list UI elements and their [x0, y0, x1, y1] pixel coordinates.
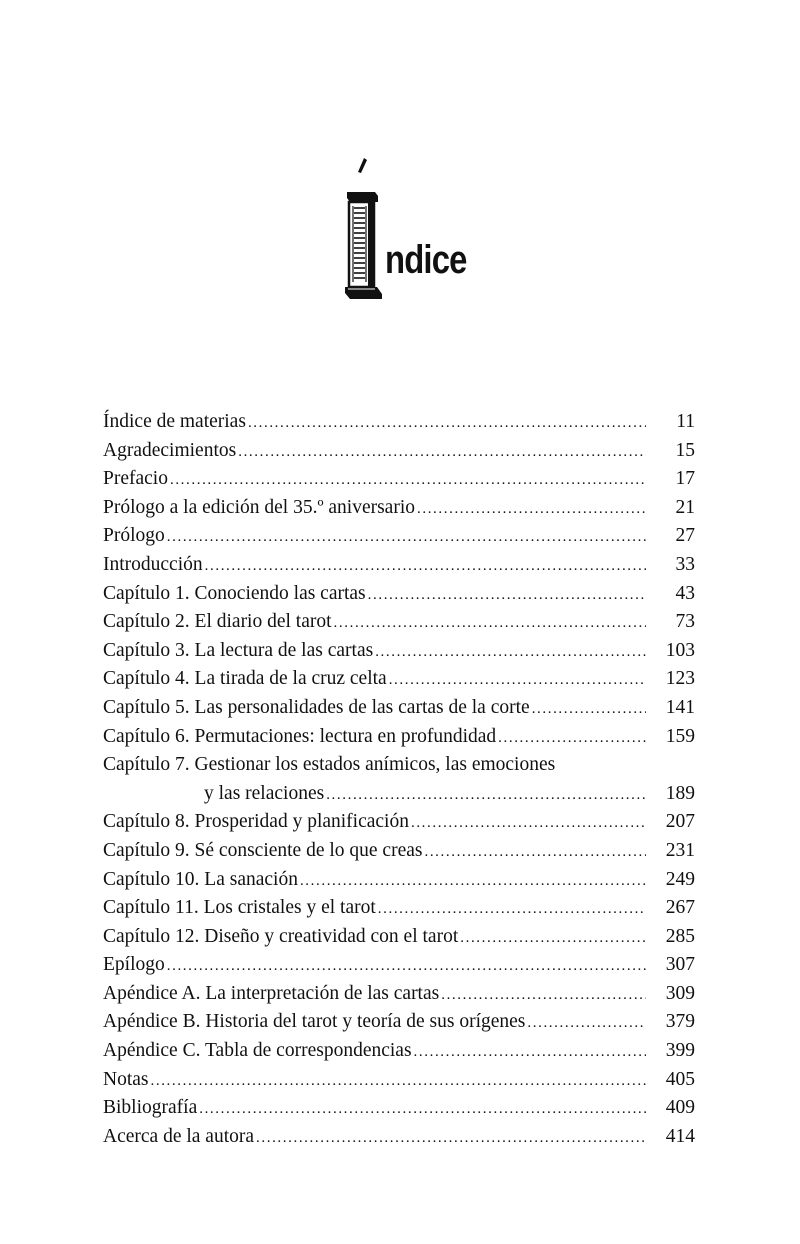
toc-entry-label: Prefacio [103, 468, 168, 490]
toc-entry[interactable] [103, 1008, 695, 1037]
toc-entry-label: Apéndice A. La interpretación de las cartas [103, 982, 440, 1004]
page-title [0, 158, 800, 308]
toc-page-number: 379 [665, 1011, 695, 1033]
page-title-text: ndice [385, 238, 467, 282]
toc-leader-dots [368, 581, 646, 610]
toc-entry[interactable] [103, 1066, 695, 1095]
toc-entry[interactable] [103, 494, 695, 523]
toc-entry-label: Índice de materias [103, 411, 246, 432]
decorative-initial-i-icon [344, 158, 384, 300]
toc-page-number: 267 [665, 897, 695, 919]
toc-entry-label: Apéndice C. Tabla de correspondencias [103, 1040, 412, 1062]
toc-page-number: 15 [675, 439, 695, 461]
toc-entry-label: Apéndice B. Historia del tarot y teoría de sus orígenes [103, 1011, 526, 1033]
toc-entry[interactable] [103, 723, 695, 752]
toc-entry[interactable] [103, 465, 695, 494]
toc-entry-label: Epílogo [103, 954, 165, 976]
toc-leader-dots [151, 1067, 647, 1096]
toc-entry-label: Capítulo 12. Diseño y creatividad con el tarot [103, 925, 459, 947]
toc-leader-dots [256, 1124, 646, 1153]
toc-page-number: 43 [675, 582, 695, 604]
toc-leader-dots [300, 867, 646, 896]
toc-entry[interactable] [103, 980, 695, 1009]
table-of-contents [103, 408, 695, 1151]
toc-leader-dots [170, 466, 646, 495]
toc-page-number: 73 [675, 611, 695, 633]
toc-page-number: 309 [665, 982, 695, 1004]
toc-leader-dots [238, 438, 646, 467]
toc-entry-label: Agradecimientos [103, 439, 237, 461]
toc-page-number: 11 [676, 411, 695, 432]
toc-leader-dots [378, 895, 646, 924]
toc-entry-label: Capítulo 7. Gestionar los estados anímicos, las emociones [103, 754, 556, 776]
toc-entry[interactable] [103, 608, 695, 637]
toc-page-number: 27 [675, 525, 695, 547]
toc-entry[interactable] [103, 1037, 695, 1066]
toc-leader-dots [414, 1038, 646, 1067]
toc-entry-label: Capítulo 3. La lectura de las cartas [103, 639, 374, 661]
toc-leader-dots [199, 1095, 646, 1124]
toc-page-number: 307 [665, 954, 695, 976]
toc-leader-dots [411, 809, 646, 838]
toc-entry[interactable] [103, 1094, 695, 1123]
toc-entry[interactable] [103, 894, 695, 923]
toc-page-number: 249 [665, 868, 695, 890]
toc-entry-label: Capítulo 8. Prosperidad y planificación [103, 811, 409, 833]
toc-entry-label: Prólogo [103, 525, 165, 547]
toc-entry-label: Notas [103, 1068, 149, 1090]
toc-page-number: 285 [665, 925, 695, 947]
toc-entry[interactable] [103, 808, 695, 837]
toc-entry[interactable] [103, 694, 695, 723]
toc-leader-dots [326, 781, 646, 810]
toc-leader-dots [441, 981, 646, 1010]
toc-entry[interactable] [103, 522, 695, 551]
toc-entry[interactable] [103, 1123, 695, 1152]
toc-page-number: 141 [665, 696, 695, 718]
toc-leader-dots [460, 924, 646, 953]
toc-entry-label: Capítulo 9. Sé consciente de lo que creas [103, 839, 423, 861]
toc-leader-dots [334, 609, 646, 638]
toc-entry-label: Capítulo 2. El diario del tarot [103, 611, 332, 633]
toc-page-number: 33 [675, 553, 695, 575]
toc-leader-dots [498, 724, 646, 753]
toc-leader-dots [167, 523, 646, 552]
toc-entry-label: Capítulo 6. Permutaciones: lectura en profundidad [103, 725, 497, 747]
toc-leader-dots [527, 1009, 646, 1038]
toc-page-number: 414 [665, 1125, 695, 1147]
toc-entry-label: Capítulo 11. Los cristales y el tarot [103, 897, 376, 919]
toc-entry[interactable] [103, 951, 695, 980]
toc-entry[interactable] [103, 665, 695, 694]
toc-leader-dots [248, 409, 646, 438]
toc-leader-dots [424, 838, 646, 867]
toc-leader-dots [532, 695, 646, 724]
toc-page-number: 399 [665, 1040, 695, 1062]
toc-page-number: 207 [665, 811, 695, 833]
toc-page-number: 21 [675, 496, 695, 518]
toc-page-number: 17 [675, 468, 695, 490]
toc-page-number: 123 [665, 668, 695, 690]
toc-entry[interactable] [103, 437, 695, 466]
toc-entry-label: Introducción [103, 553, 203, 575]
toc-entry[interactable] [103, 637, 695, 666]
toc-entry-label-continued: y las relaciones [204, 782, 325, 804]
toc-page-number: 103 [665, 639, 695, 661]
toc-leader-dots [389, 666, 646, 695]
toc-entry[interactable] [103, 837, 695, 866]
toc-entry-continuation [103, 780, 695, 809]
toc-page-number: 189 [665, 782, 695, 804]
toc-leader-dots [375, 638, 646, 667]
toc-entry-label: Capítulo 5. Las personalidades de las cartas de la corte [103, 696, 530, 718]
toc-entry[interactable] [103, 551, 695, 580]
toc-entry-label: Bibliografía [103, 1097, 198, 1119]
toc-entry[interactable] [103, 866, 695, 895]
toc-leader-dots [417, 495, 646, 524]
toc-entry[interactable] [103, 923, 695, 952]
toc-entry[interactable] [103, 751, 695, 808]
toc-entry[interactable] [103, 408, 695, 437]
toc-entry[interactable] [103, 580, 695, 609]
toc-page-number: 231 [665, 839, 695, 861]
toc-entry-label: Acerca de la autora [103, 1125, 255, 1147]
toc-leader-dots [167, 952, 646, 981]
toc-page-number: 405 [665, 1068, 695, 1090]
toc-entry-label: Capítulo 4. La tirada de la cruz celta [103, 668, 387, 690]
toc-leader-dots [205, 552, 646, 581]
toc-entry-label: Prólogo a la edición del 35.º aniversario [103, 496, 415, 518]
toc-page-number: 159 [665, 725, 695, 747]
toc-page-number: 409 [665, 1097, 695, 1119]
toc-entry-label: Capítulo 1. Conociendo las cartas [103, 582, 366, 604]
toc-entry-label: Capítulo 10. La sanación [103, 868, 298, 890]
